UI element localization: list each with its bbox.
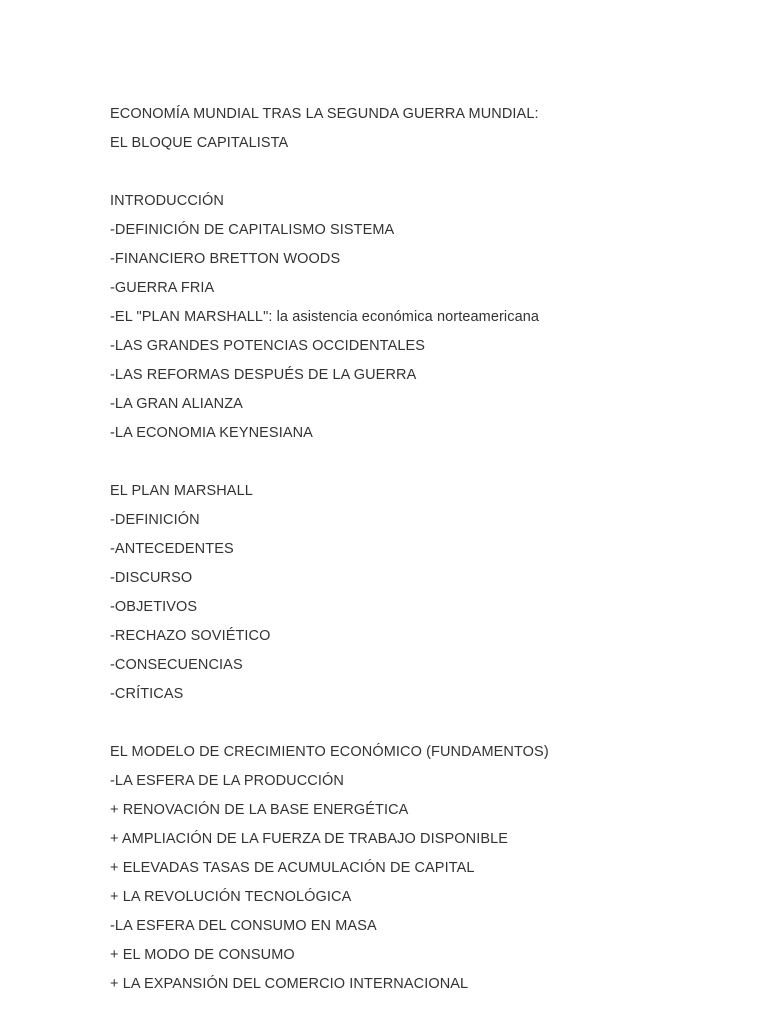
document-title-line-1: ECONOMÍA MUNDIAL TRAS LA SEGUNDA GUERRA MUNDIAL:: [110, 106, 539, 122]
list-item: -CONSECUENCIAS: [110, 657, 243, 673]
section-heading: INTRODUCCIÓN: [110, 193, 224, 209]
section-plan-marshall: [110, 477, 750, 709]
list-item: -LA ESFERA DEL CONSUMO EN MASA: [110, 918, 377, 934]
list-item: -CRÍTICAS: [110, 686, 184, 702]
list-item: -LAS REFORMAS DESPUÉS DE LA GUERRA: [110, 367, 417, 383]
list-item: + EL MODO DE CONSUMO: [110, 947, 295, 963]
list-item: + ELEVADAS TASAS DE ACUMULACIÓN DE CAPITAL: [110, 860, 475, 876]
list-item: -ANTECEDENTES: [110, 541, 234, 557]
spacer: [110, 158, 750, 187]
list-item: -DISCURSO: [110, 570, 193, 586]
section-heading: EL MODELO DE CRECIMIENTO ECONÓMICO (FUNDAMENTOS): [110, 744, 549, 760]
document-title-line-2: EL BLOQUE CAPITALISTA: [110, 135, 289, 151]
document-body: [110, 100, 750, 999]
spacer: [110, 448, 750, 477]
list-item: -LA ECONOMIA KEYNESIANA: [110, 425, 313, 441]
list-item: + LA REVOLUCIÓN TECNOLÓGICA: [110, 889, 352, 905]
list-item: -LA GRAN ALIANZA: [110, 396, 243, 412]
list-item: + RENOVACIÓN DE LA BASE ENERGÉTICA: [110, 802, 409, 818]
section-heading: EL PLAN MARSHALL: [110, 483, 253, 499]
section-introduccion: [110, 187, 750, 448]
list-item: -FINANCIERO BRETTON WOODS: [110, 251, 341, 267]
spacer: [110, 709, 750, 738]
list-item: + AMPLIACIÓN DE LA FUERZA DE TRABAJO DISPONIBLE: [110, 831, 509, 847]
list-item: -OBJETIVOS: [110, 599, 198, 615]
list-item: -LAS GRANDES POTENCIAS OCCIDENTALES: [110, 338, 426, 354]
list-item: -LA ESFERA DE LA PRODUCCIÓN: [110, 773, 344, 789]
list-item: -DEFINICIÓN DE CAPITALISMO SISTEMA: [110, 222, 395, 238]
list-item: + LA EXPANSIÓN DEL COMERCIO INTERNACIONAL: [110, 976, 469, 992]
list-item: -GUERRA FRIA: [110, 280, 215, 296]
list-item: -RECHAZO SOVIÉTICO: [110, 628, 271, 644]
list-item: -DEFINICIÓN: [110, 512, 200, 528]
list-item: -EL "PLAN MARSHALL": la asistencia económica norteamericana: [110, 309, 540, 325]
section-modelo-crecimiento: [110, 738, 750, 999]
